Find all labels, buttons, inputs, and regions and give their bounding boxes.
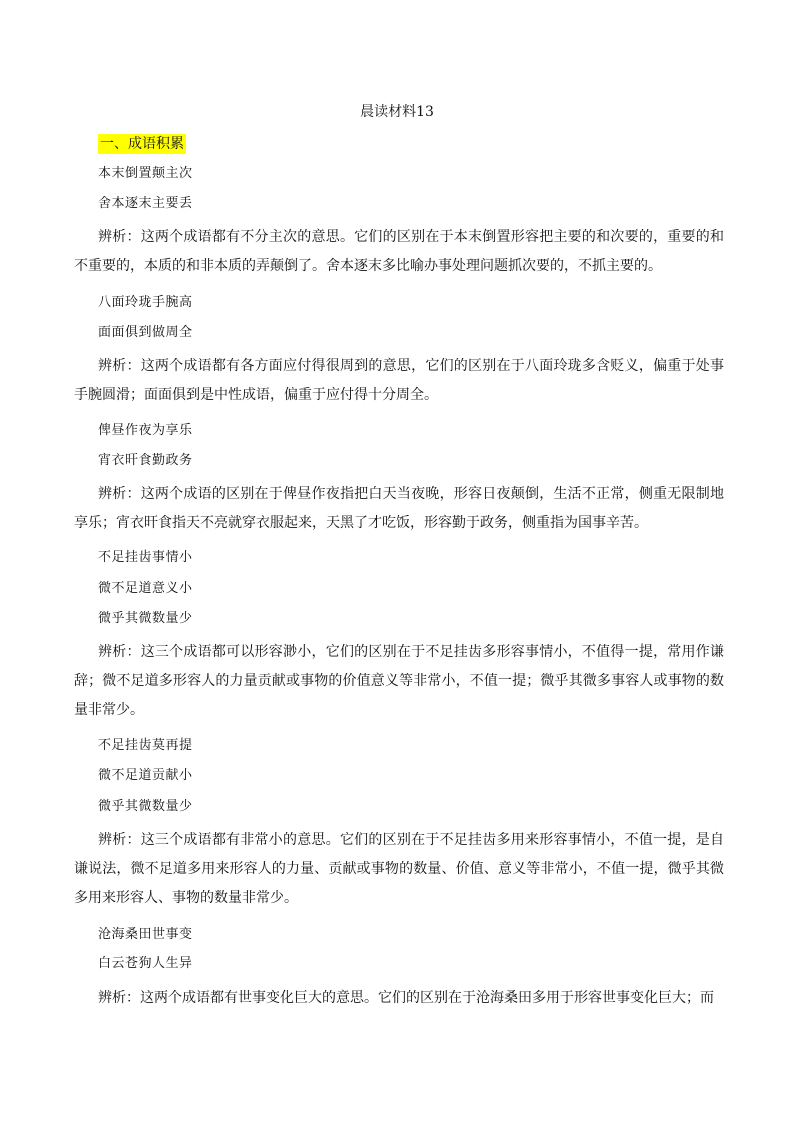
idiom-line: 不足挂齿莫再提 xyxy=(98,738,193,753)
idiom-line: 微乎其微数量少 xyxy=(98,611,193,626)
analysis-paragraph: 辨析：这三个成语都有非常小的意思。它们的区别在于不足挂齿多用来形容事情小，不值一提，是自谦说法，微不足道多用来形容人的力量、贡献或事物的数量、价值、意义等非常小，不值一提，微乎其微多用来形容人、事物的数量非常少。 xyxy=(74,832,724,906)
page-title: 晨读材料13 xyxy=(360,104,434,120)
analysis-paragraph: 辨析：这两个成语都有不分主次的意思。它们的区别在于本末倒置形容把主要的和次要的，重要的和不重要的，本质的和非本质的弄颠倒了。舍本逐末多比喻办事处理问题抓次要的，不抓主要的。 xyxy=(74,229,724,274)
idiom-line: 不足挂齿事情小 xyxy=(98,550,193,565)
analysis-paragraph: 辨析：这两个成语的区别在于俾昼作夜指把白天当夜晚，形容日夜颠倒，生活不正常，侧重无限制地享乐；宵衣旰食指天不亮就穿衣服起来，天黑了才吃饭，形容勤于政务，侧重指为国事辛苦。 xyxy=(74,486,724,531)
idiom-line: 微不足道贡献小 xyxy=(98,768,193,783)
idiom-line: 本末倒置颠主次 xyxy=(98,166,193,181)
idiom-line: 白云苍狗人生异 xyxy=(98,956,193,971)
idiom-line: 俾昼作夜为享乐 xyxy=(98,423,193,438)
analysis-paragraph: 辨析：这两个成语都有世事变化巨大的意思。它们的区别在于沧海桑田多用于形容世事变化巨大；而 xyxy=(98,990,714,1006)
idiom-line: 沧海桑田世事变 xyxy=(98,927,193,942)
analysis-paragraph: 辨析：这两个成语都有各方面应付得很周到的意思，它们的区别在于八面玲珑多含贬义，偏重于处事手腕圆滑；面面俱到是中性成语，偏重于应付得十分周全。 xyxy=(74,358,724,403)
analysis-paragraph: 辨析：这三个成语都可以形容渺小，它们的区别在于不足挂齿多形容事情小，不值得一提，常用作谦辞；微不足道多形容人的力量贡献或事物的价值意义等非常小，不值一提；微乎其微多事容人或事物的数量非常少。 xyxy=(74,644,724,718)
idiom-line: 微不足道意义小 xyxy=(98,581,193,596)
idiom-line: 舍本逐末主要丢 xyxy=(98,196,193,211)
idiom-line: 微乎其微数量少 xyxy=(98,799,193,814)
idiom-line: 宵衣旰食勤政务 xyxy=(98,453,193,468)
idiom-line: 八面玲珑手腕高 xyxy=(98,295,193,310)
idiom-line: 面面俱到做周全 xyxy=(98,325,193,340)
section-heading: 一、成语积累 xyxy=(100,136,184,152)
